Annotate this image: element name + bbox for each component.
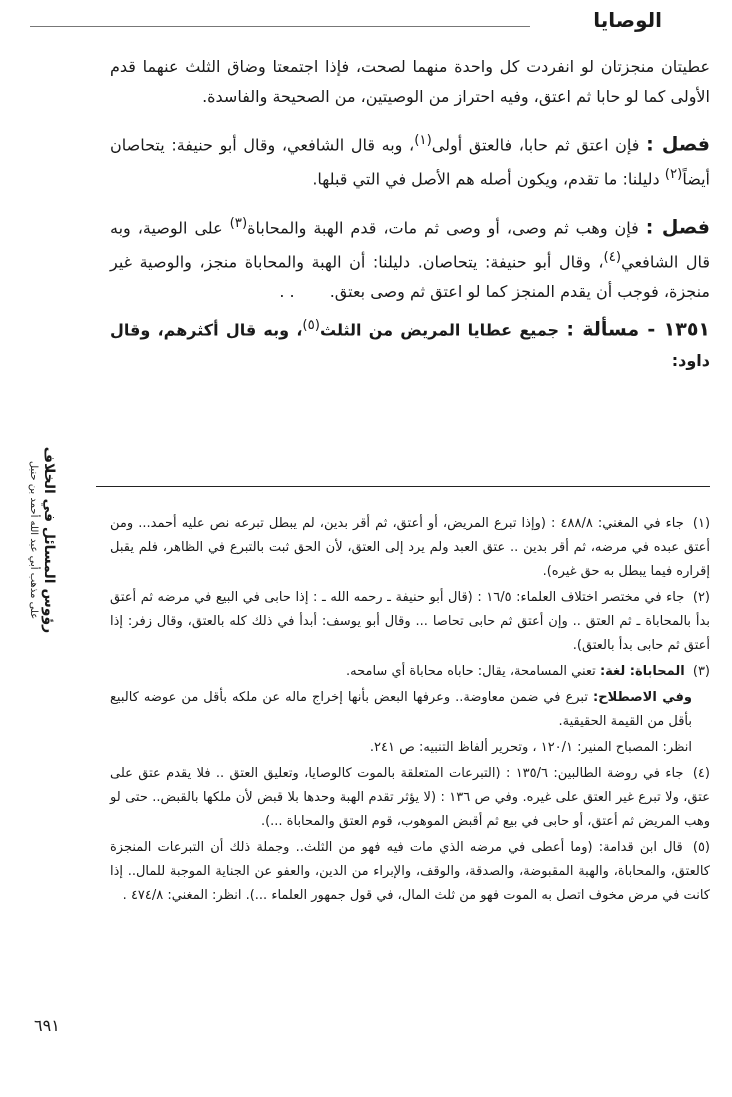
main-text [110, 52, 710, 390]
footnote-4 [110, 762, 710, 834]
paragraph-1: عطيتان منجزتان لو انفردت كل واحدة منهما لصحت، فإذا اجتمعتا وضاق الثلث عنهما قدم الأولى كما لو حابا ثم اعتق، وفيه احتراز من الوصيتين، من الصحيحة والفاسدة. [110, 57, 710, 106]
running-header-title: الوصايا [593, 8, 662, 32]
paragraph-text: دليلنا: ما تقدم، ويكون أصله هم الأصل في التي قبلها. [312, 169, 665, 189]
footnote-number: (٣) [692, 664, 710, 679]
footnote-separator [96, 486, 710, 487]
footnote-term-label: المحاباة: لغة: [599, 664, 685, 679]
footnote-ref-5: (٥) [302, 318, 320, 334]
footnote-3-term [110, 686, 710, 734]
footnote-ref-3: (٣) [229, 215, 248, 231]
footnote-number: (٢) [692, 590, 710, 605]
footnote-ref-1: (١) [414, 133, 432, 148]
footnote-2 [110, 586, 710, 658]
footnote-number: (٤) [692, 766, 710, 781]
footnote-ref-4: (٤) [603, 249, 622, 265]
footnote-text: جاء في روضة الطالبين: ١٣٥/٦ : (التبرعات المتعلقة بالموت كالوصايا، وتعليق العتق .. فلا يقدم عتق على عتق، ولا تبرع غير العتق على غيره. وفي ص ١٣٦ : (لا يؤثر تقدم الهبة وحدها بلا قبض لأن ملكها بالقبض.. حتى لو وهب المريض ثم أعتق، أو حابى في بيع ثم أقبض الموهوب، قوم العتق والمحاباة ...). [110, 766, 710, 829]
paragraph-text: ، وبه قال الشافعي، وقال أبو حنيفة: يتحاصان أيضاً [110, 135, 710, 189]
footnote-text: جاء في مختصر اختلاف العلماء: ١٦/٥ : (قال أبو حنيفة ـ رحمه الله ـ : إذا حابى في البيع في مرضه ثم أعتق بدأ بالمحاباة ـ ثم العتق .. وإن أعتق ثم حابى تحاصا ... وقال أبو يوسف: أبدأ في ذلك كله بالعتق، وقال زفر: إذا أعتق ثم حابى بدأ بالعتق). [110, 590, 710, 653]
end-dots: . . [279, 282, 295, 302]
header-rule [30, 26, 530, 27]
issue-1351 [110, 311, 710, 375]
paragraph-text: على الوصية، وبه قال الشافعي [110, 217, 711, 272]
side-book-title [2, 380, 82, 700]
footnote-number: (١) [692, 516, 711, 531]
footnote-term-label: وفي الاصطلاح: [593, 690, 692, 705]
footnote-text: جاء في المغني: ٤٨٨/٨ : (وإذا تبرع المريض، أو أعتق، ثم أقر بدين، لم يبطل تبرعه نص عليه أحمد... ومن أعتق عبده في مرضه، ثم أقر بدين .. عتق العبد ولم يرد إلى العتق، لأن الحق ثبت بالتبرع في الظاهر، فلم يقبل إقراره فيما يبطل به حق غيره). [110, 516, 710, 579]
issue-text: ، وبه قال أكثرهم، وقال داود: [110, 320, 710, 370]
footnotes [110, 512, 710, 910]
paragraph-text: فإن اعتق ثم حابا، فالعتق أولى [431, 135, 640, 155]
footnote-text: تبرع في ضمن معاوضة.. وعرفها البعض بأنها إخراج ماله عن ملكه بأقل من عوضه كالبيع بأقل من القيمة الحقيقية. [110, 690, 692, 729]
side-title-sub: على مذهب أبي عبد الله أحمد بن حنبل [28, 460, 40, 620]
footnote-3-source: انظر: المصباح المنير: ١٢٠/١ ، وتحرير ألفاظ التنبيه: ص ٢٤١. [369, 740, 692, 755]
paragraph-text: ، وقال أبو حنيفة: يتحاصان. دليلنا: أن الهبة والمحاباة منجز، والوصية غير منجزة، فوجب أن يقدم المنجز كما لو اعتق ثم وصى بعتق. [110, 252, 710, 302]
paragraph-text: فإن وهب ثم وصى، أو وصى ثم مات، قدم الهبة والمحاباة [247, 217, 639, 237]
issue-label: ١٣٥١ - مسألة : [566, 318, 711, 341]
fasl-label: فصل : [645, 215, 711, 238]
footnote-5 [110, 836, 710, 908]
footnote-3 [110, 660, 710, 684]
footnote-text: تعني المسامحة، يقال: حاباه محاباة أي سامحه. [346, 664, 596, 679]
footnote-number: (٥) [692, 840, 710, 855]
footnote-1 [110, 512, 710, 584]
page-number: ٦٩١ [34, 1016, 60, 1035]
paragraph-fasl-2 [110, 209, 710, 308]
footnote-text: قال ابن قدامة: (وما أعطى في مرضه الذي مات فيه فهو من الثلث.. وجملة ذلك أن التبرعات المنجزة كالعتق، والمحاباة، والهبة المقبوضة، والصدقة، والوقف، والإبراء من الدين، والعفو عن الجناية الموجبة للمال.. إذا كانت في مرض مخوف اتصل به الموت فهو من ثلث المال، في قول جمهور العلماء ...). انظر: المغني: ٤٧٤/٨ . [110, 840, 710, 903]
issue-text: جميع عطايا المريض من الثلث [320, 320, 567, 340]
footnote-ref-2: (٢) [664, 167, 683, 183]
side-title-main: رؤوس المسائل في الخلاف [41, 446, 58, 634]
fasl-label: فصل : [646, 133, 710, 156]
paragraph-fasl-1 [110, 126, 710, 195]
